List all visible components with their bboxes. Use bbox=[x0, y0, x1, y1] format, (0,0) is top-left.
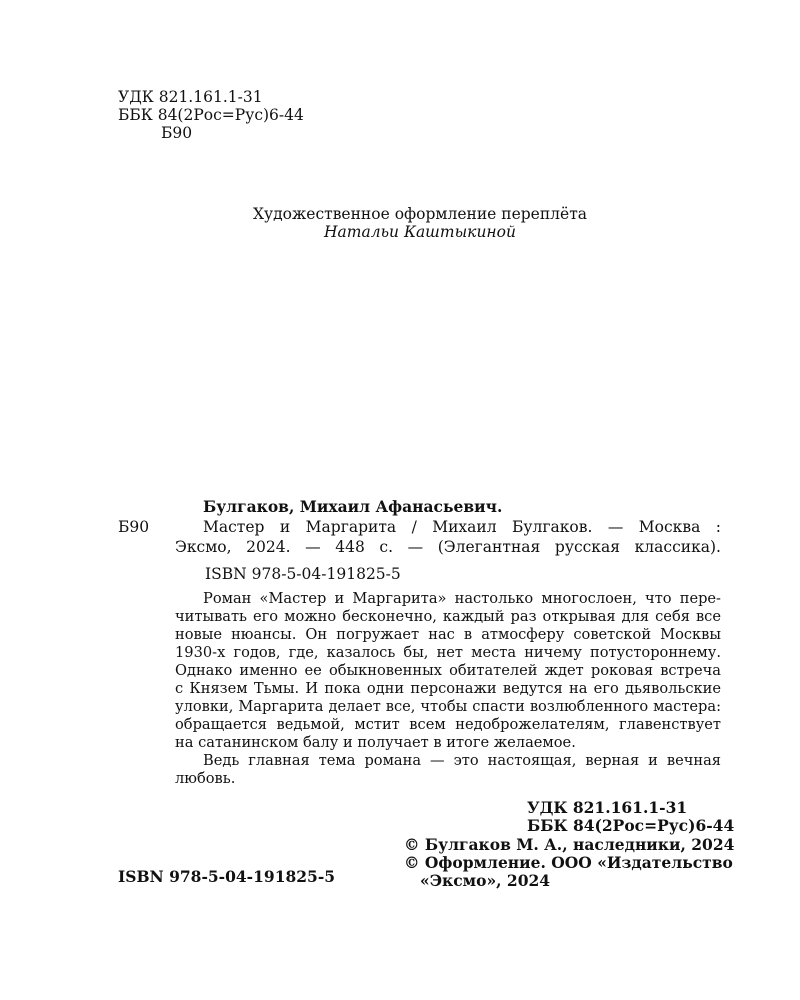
catalog-description-line: Эксмо, 2024. — 448 с. — (Элегантная русская классика). bbox=[175, 538, 721, 556]
annotation-line: обращается ведьмой, мстит всем недоброжелателям, главенствует bbox=[175, 716, 721, 733]
bbk-code-bottom: ББК 84(2Рос=Рус)6-44 bbox=[527, 816, 735, 835]
design-credit-line: Художественное оформление переплёта bbox=[252, 205, 588, 223]
catalog-isbn: ISBN 978-5-04-191825-5 bbox=[205, 565, 401, 583]
designer-name: Натальи Каштыкиной bbox=[324, 223, 516, 241]
annotation-line: на сатанинском балу и получает в итоге желаемое. bbox=[175, 734, 576, 751]
isbn-bottom: ISBN 978-5-04-191825-5 bbox=[118, 867, 336, 886]
copyright-line: © Оформление. ООО «Издательство bbox=[404, 853, 733, 872]
annotation-line: новые нюансы. Он погружает нас в атмосферу советской Москвы bbox=[175, 626, 721, 643]
annotation-line: читывать его можно бесконечно, каждый раз открывая для себя все bbox=[175, 608, 721, 625]
annotation-line: Роман «Мастер и Маргарита» настолько многослоен, что пере- bbox=[203, 590, 721, 607]
udk-code-bottom: УДК 821.161.1-31 bbox=[527, 798, 688, 817]
catalog-author: Булгаков, Михаил Афанасьевич. bbox=[203, 497, 503, 516]
annotation-line: любовь. bbox=[175, 770, 236, 787]
annotation-line: 1930-х годов, где, казалось бы, нет места ничему потустороннему. bbox=[175, 644, 721, 661]
author-mark-top: Б90 bbox=[161, 124, 193, 142]
udk-code-top: УДК 821.161.1-31 bbox=[118, 88, 263, 106]
annotation-line: Ведь главная тема романа — это настоящая, верная и вечная bbox=[203, 752, 721, 769]
catalog-description-line: Мастер и Маргарита / Михаил Булгаков. — Москва : bbox=[203, 518, 721, 536]
copyright-line: «Эксмо», 2024 bbox=[420, 871, 551, 890]
bbk-code-top: ББК 84(2Рос=Рус)6-44 bbox=[118, 106, 304, 124]
annotation-line: Однако именно ее обыкновенных обитателей ждет роковая встреча bbox=[175, 662, 721, 679]
catalog-author-mark: Б90 bbox=[118, 518, 150, 536]
copyright-line: © Булгаков М. А., наследники, 2024 bbox=[404, 835, 735, 854]
annotation-line: уловки, Маргарита делает все, чтобы спасти возлюбленного мастера: bbox=[175, 698, 721, 715]
annotation-line: с Князем Тьмы. И пока одни персонажи ведутся на его дьявольские bbox=[175, 680, 721, 697]
